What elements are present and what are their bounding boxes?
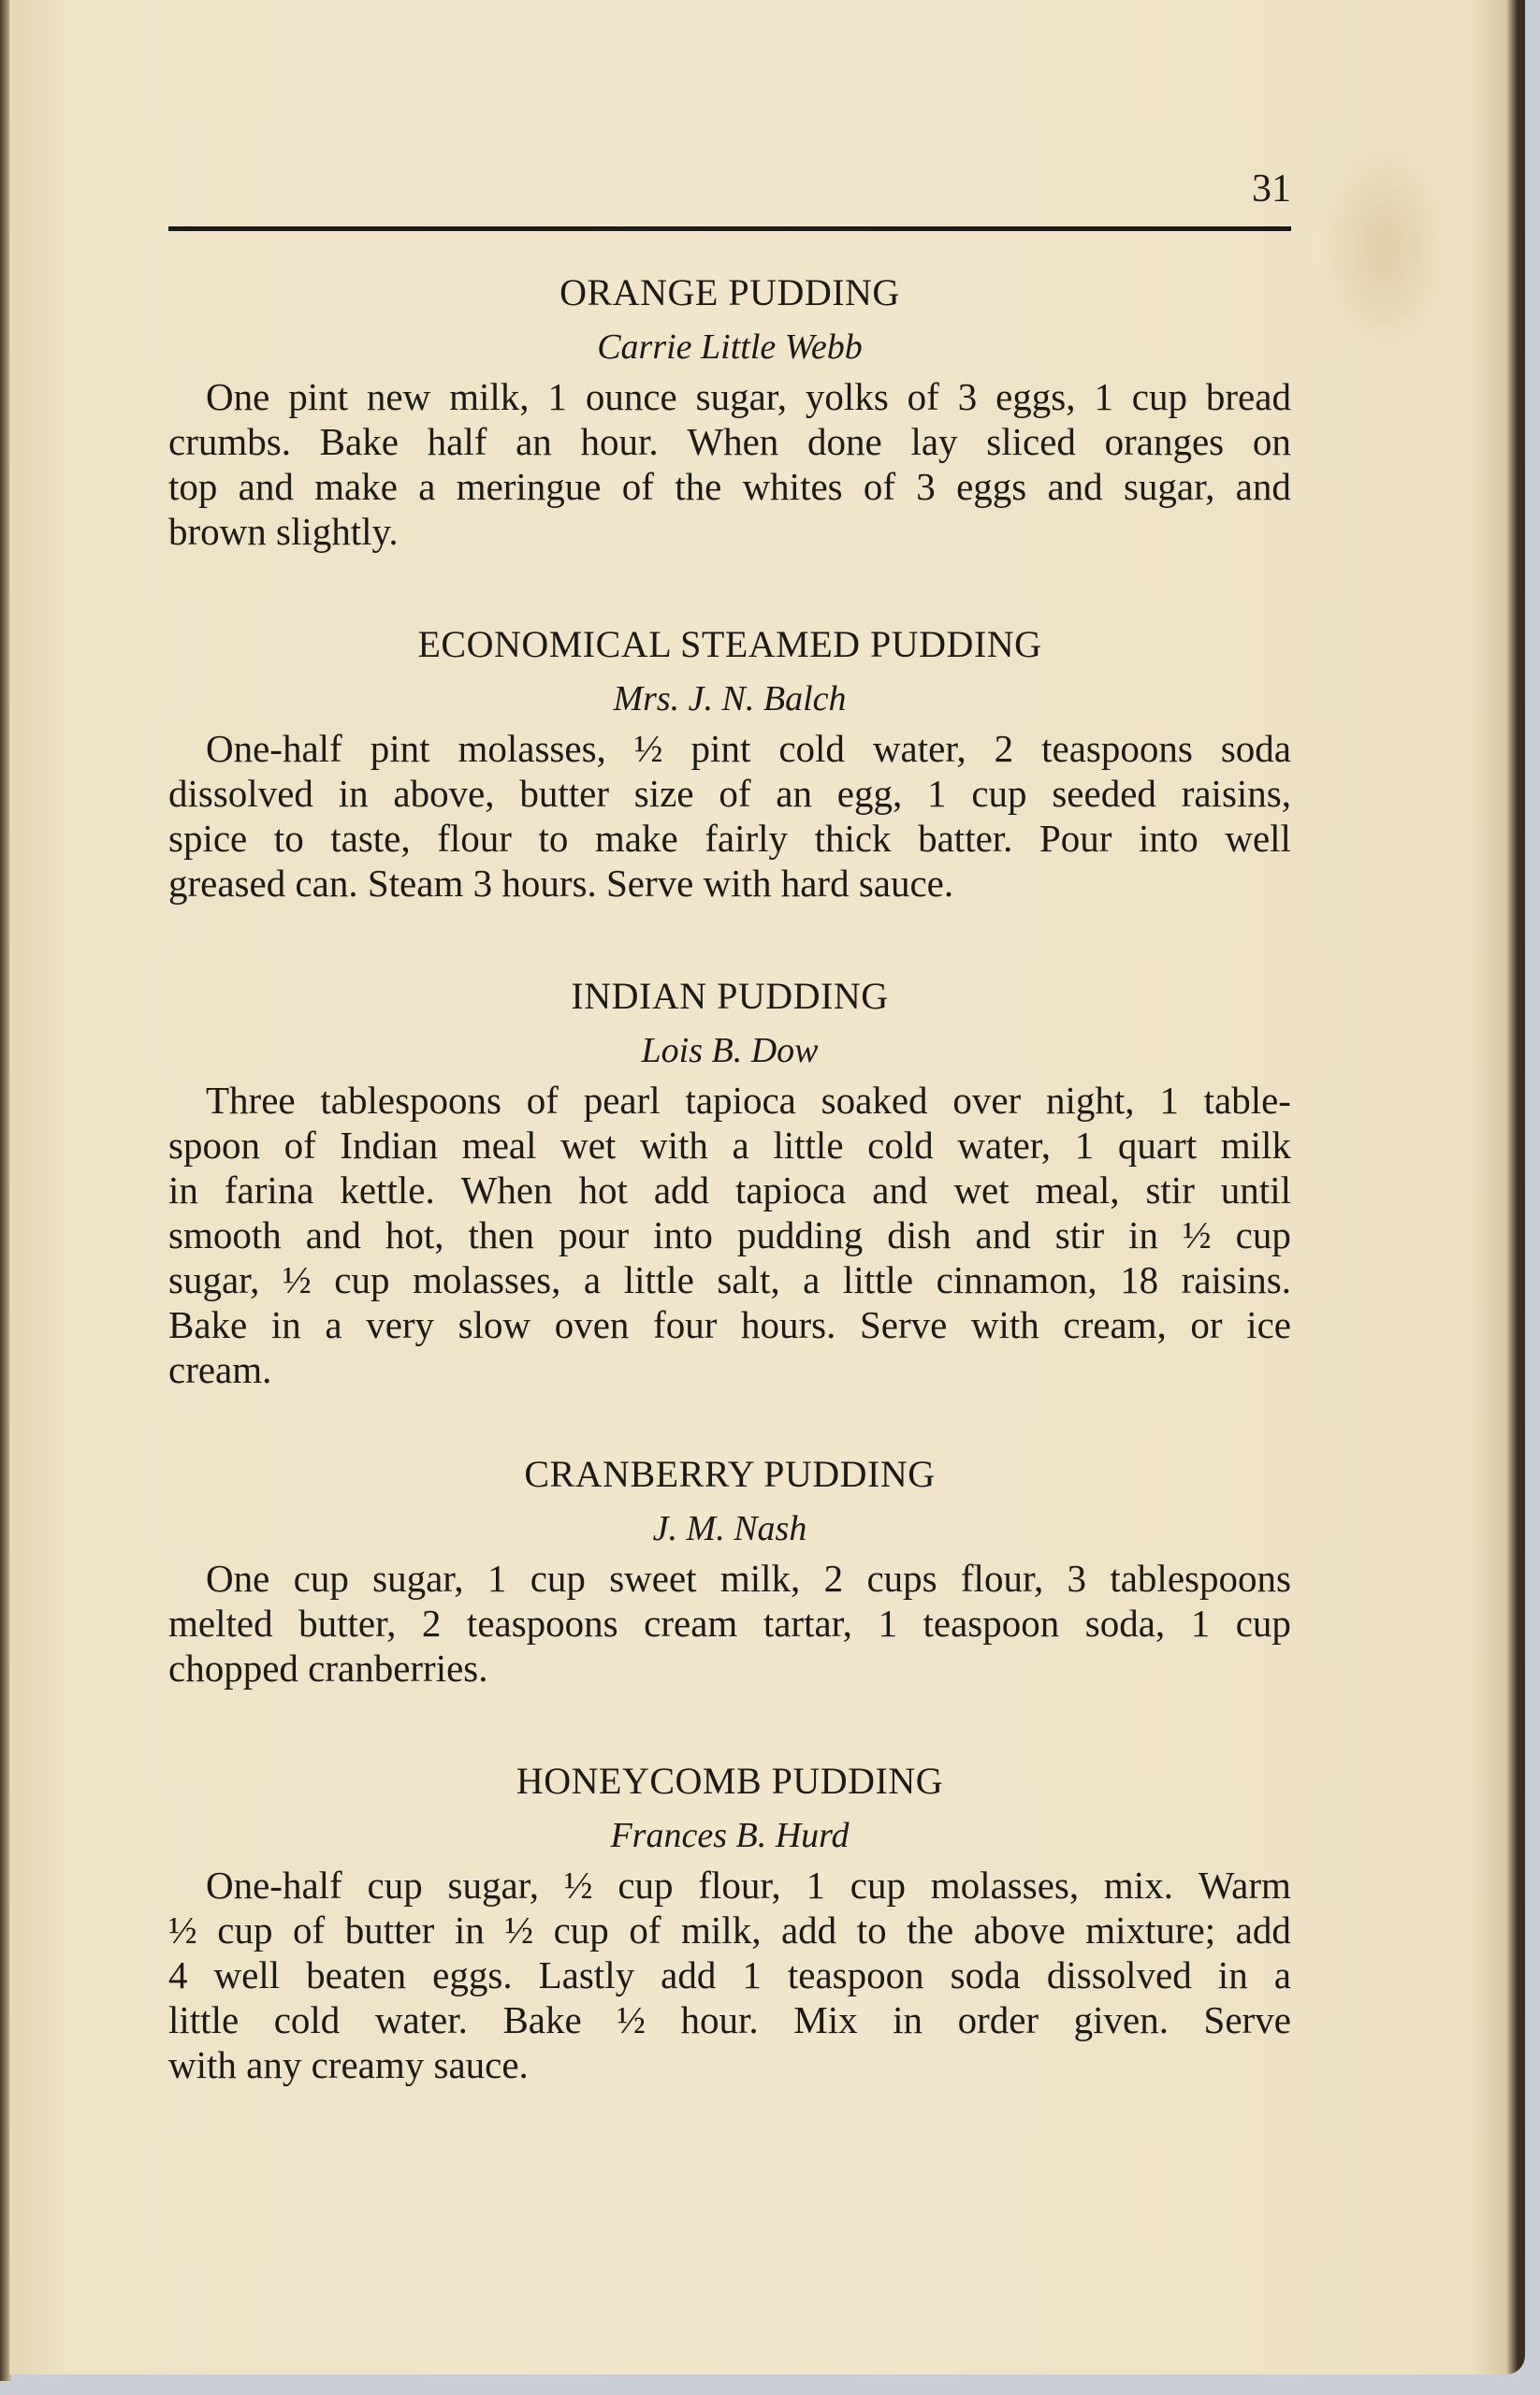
- recipe-economical-steamed-pudding: [168, 617, 1291, 906]
- recipe-text-line: top and make a meringue of the whites of 3 eggs and sugar, and: [168, 465, 1291, 508]
- recipe-indian-pudding: [168, 969, 1291, 1392]
- recipe-text-line: with any creamy sauce.: [168, 2043, 529, 2086]
- recipe-title: INDIAN PUDDING: [571, 975, 889, 1017]
- recipe-text-line: One-half cup sugar, ½ cup flour, 1 cup molasses, mix. Warm: [206, 1864, 1291, 1907]
- recipe-text-line: dissolved in above, butter size of an egg, 1 cup seeded raisins,: [168, 772, 1291, 815]
- recipe-author: Carrie Little Webb: [597, 327, 863, 367]
- recipe-orange-pudding: [168, 266, 1291, 554]
- recipe-text-line: cream.: [168, 1348, 272, 1391]
- recipe-author: Frances B. Hurd: [610, 1816, 850, 1855]
- recipe-author: Mrs. J. N. Balch: [613, 679, 847, 718]
- recipe-text-line: 4 well beaten eggs. Lastly add 1 teaspoon soda dissolved in a: [168, 1953, 1291, 1996]
- recipe-text-line: One cup sugar, 1 cup sweet milk, 2 cups flour, 3 tablespoons: [206, 1557, 1291, 1600]
- recipe-text-line: Three tablespoons of pearl tapioca soaked over night, 1 table-: [206, 1079, 1291, 1122]
- recipe-text-line: in farina kettle. When hot add tapioca and wet meal, stir until: [168, 1168, 1291, 1212]
- recipe-title: ECONOMICAL STEAMED PUDDING: [417, 623, 1042, 665]
- recipe-text-line: greased can. Steam 3 hours. Serve with hard sauce.: [168, 862, 954, 905]
- recipe-text-line: smooth and hot, then pour into pudding dish and stir in ½ cup: [168, 1213, 1291, 1256]
- recipe-title: HONEYCOMB PUDDING: [516, 1760, 944, 1802]
- recipe-author: J. M. Nash: [652, 1509, 807, 1548]
- recipe-text-line: spoon of Indian meal wet with a little cold water, 1 quart milk: [168, 1124, 1291, 1167]
- recipe-text-line: sugar, ½ cup molasses, a little salt, a little cinnamon, 18 raisins.: [168, 1258, 1291, 1301]
- recipe-honeycomb-pudding: [168, 1754, 1291, 2087]
- recipe-title: ORANGE PUDDING: [559, 271, 900, 313]
- recipe-title: CRANBERRY PUDDING: [524, 1453, 936, 1495]
- recipe-author: Lois B. Dow: [641, 1031, 819, 1070]
- recipe-text-line: brown slightly.: [168, 510, 399, 553]
- water-stain: [1319, 140, 1450, 356]
- recipe-text-line: spice to taste, flour to make fairly thick batter. Pour into well: [168, 817, 1291, 860]
- recipe-cranberry-pudding: [168, 1447, 1291, 1691]
- recipe-text-line: chopped cranberries.: [168, 1647, 488, 1690]
- header-rule: [168, 226, 1291, 231]
- recipe-text-line: Bake in a very slow oven four hours. Serve with cream, or ice: [168, 1303, 1291, 1346]
- recipe-text-line: One pint new milk, 1 ounce sugar, yolks of 3 eggs, 1 cup bread: [206, 375, 1291, 418]
- recipe-text-line: crumbs. Bake half an hour. When done lay sliced oranges on: [168, 420, 1291, 463]
- page-number: 31: [1252, 167, 1291, 210]
- recipe-text-line: One-half pint molasses, ½ pint cold water, 2 teaspoons soda: [206, 727, 1291, 770]
- recipe-text-line: little cold water. Bake ½ hour. Mix in order given. Serve: [168, 1998, 1291, 2041]
- recipe-text-line: melted butter, 2 teaspoons cream tartar, 1 teaspoon soda, 1 cup: [168, 1602, 1291, 1645]
- recipe-text-line: ½ cup of butter in ½ cup of milk, add to the above mixture; add: [168, 1909, 1291, 1952]
